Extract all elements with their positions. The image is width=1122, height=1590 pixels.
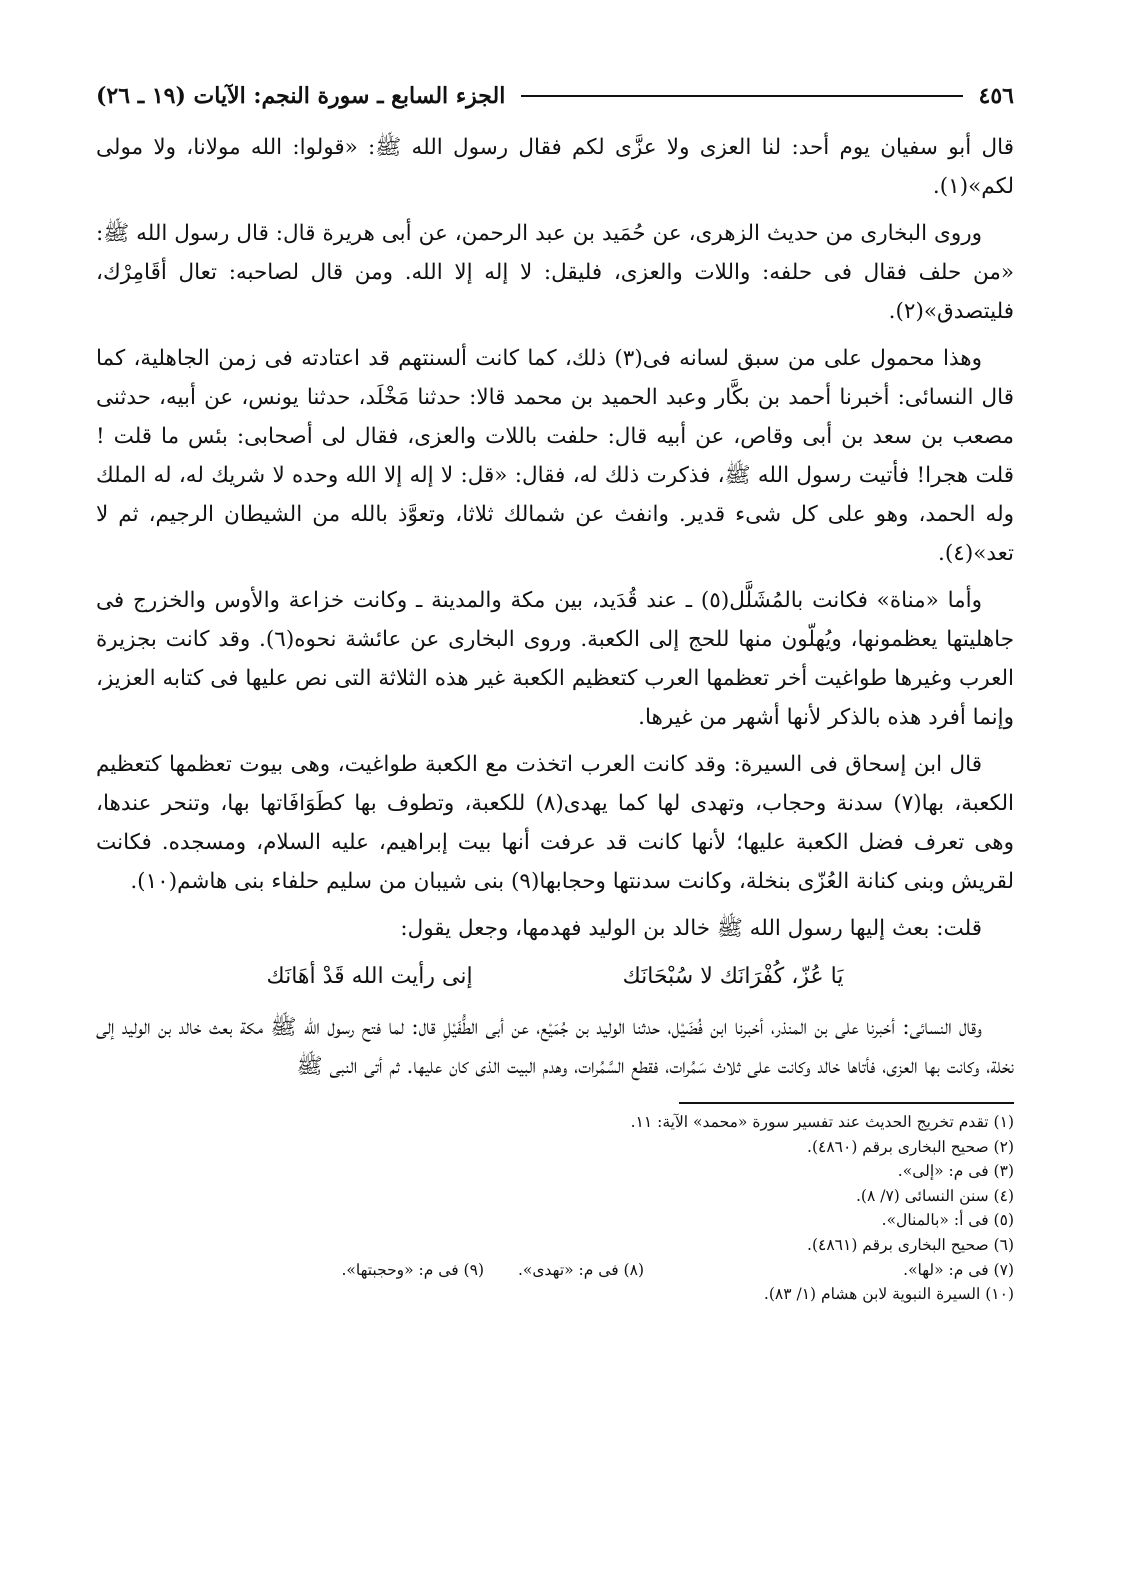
footnote-row-7-9 xyxy=(96,1258,1014,1283)
paragraph-6: قلت: بعث إليها رسول الله ﷺ خالد بن الوليد فهدمها، وجعل يقول: xyxy=(400,916,982,941)
footnote-3: (٣) فى م: «إلى». xyxy=(897,1162,1014,1181)
verse-hemistich-1: يَا عُزّ، كُفْرَانَك لا سُبْحَانَك xyxy=(622,964,844,989)
footnote-2: (٢) صحيح البخارى برقم (٤٨٦٠). xyxy=(807,1137,1014,1156)
header-title: الجزء السابع ـ سورة النجم: الآيات (١٩ ـ ٢٦) xyxy=(96,83,506,109)
poetry-verse xyxy=(96,956,1014,998)
page-number: ٤٥٦ xyxy=(978,83,1014,109)
header-rule xyxy=(521,95,962,97)
paragraph-5: قال ابن إسحاق فى السيرة: وقد كانت العرب اتخذت مع الكعبة طواغيت، وهى بيوت تعظمها كتعظيم الكعبة، بها(٧) سدنة وحجاب، وتهدى لها كما يهدى(٨) للكعبة، وتطوف بها كطَوَافَاتها بها، وتنحر عندها، وهى تعرف فضل الكعبة عليها؛ لأنها كانت قد عرفت أنها بيت إبراهيم، عليه السلام، ومسجده. فكانت لقريش وبنى كنانة العُزّى بنخلة، وكانت سدنتها وحجابها(٩) بنى شيبان من سليم حلفاء بنى هاشم(١٠). xyxy=(96,752,1015,894)
footnote-4: (٤) سنن النسائى (٧/ ٨). xyxy=(855,1186,1014,1205)
body-text xyxy=(96,128,1014,1086)
paragraph-7: وقال النسائى: أخبرنا على بن المنذر، أخبرنا ابن فُضَيْل، حدثنا الوليد بن جُمَيْع، عن أبى الطُّفَيْلِ قال: لما فتح رسول الله ﷺ مكة بعث خالد بن الوليد إلى نخلة، وكانت بها العزى، فأتاها خالد وكانت على ثلاث سَمُرات، فقطع السَّمُرات، وهدم البيت الذى كان عليها. ثم أتى النبى ﷺ xyxy=(96,1015,1014,1079)
paragraph-4: وأما «مناة» فكانت بالمُشَلَّل(٥) ـ عند قُدَيد، بين مكة والمدينة ـ وكانت خزاعة والأوس والخزرج فى جاهليتها يعظمونها، ويُهلّون منها للحج إلى الكعبة. وروى البخارى عن عائشة نحوه(٦). وقد كانت بجزيرة العرب وغيرها طواغيت أخر تعظمها العرب كتعظيم الكعبة غير هذه الثلاثة التى نص عليها فى كتابه العزيز، وإنما أفرد هذه بالذكر لأنها أشهر من غيرها. xyxy=(96,588,1014,730)
book-page xyxy=(96,78,1014,1307)
paragraph-3: وهذا محمول على من سبق لسانه فى(٣) ذلك، كما كانت ألسنتهم قد اعتادته فى زمن الجاهلية، كما قال النسائى: أخبرنا أحمد بن بكَّار وعبد الحميد بن محمد قالا: حدثنا مَخْلَد، حدثنا يونس، عن أبيه، حدثنى مصعب بن سعد بن أبى وقاص، عن أبيه قال: حلفت باللات والعزى، فقال لى أصحابى: بئس ما قلت ! قلت هجرا! فأتيت رسول الله ﷺ، فذكرت ذلك له، فقال: «قل: لا إله إلا الله وحده لا شريك له، له الملك وله الحمد، وهو على كل شىء قدير. وانفث عن شمالك ثلاثا، وتعوَّذ بالله من الشيطان الرجيم، ثم لا تعد»(٤). xyxy=(96,346,1014,566)
footnote-5: (٥) فى أ: «بالمنال». xyxy=(881,1211,1014,1230)
paragraph-1: قال أبو سفيان يوم أحد: لنا العزى ولا عزَّى لكم فقال رسول الله ﷺ: «قولوا: الله مولانا، ولا مولى لكم»(١). xyxy=(96,135,1014,199)
footnote-7: (٧) فى م: «لها». xyxy=(903,1260,1014,1279)
footnotes xyxy=(96,1110,1014,1307)
running-header xyxy=(96,78,1014,114)
footnote-1: (١) تقدم تخريج الحديث عند تفسير سورة «محمد» الآية: ١١. xyxy=(630,1113,1014,1131)
footnote-10: (١٠) السيرة النبوية لابن هشام (١/ ٨٣). xyxy=(763,1285,1014,1304)
footnote-9: (٩) فى م: «وحجبتها». xyxy=(341,1260,484,1279)
paragraph-2: وروى البخارى من حديث الزهرى، عن حُمَيد بن عبد الرحمن، عن أبى هريرة قال: قال رسول الله ﷺ: «من حلف فقال فى حلفه: واللات والعزى، فليقل: لا إله إلا الله. ومن قال لصاحبه: تعال أقَامِرْك، فليتصدق»(٢). xyxy=(96,221,1014,324)
verse-hemistich-2: إنى رأيت الله قَدْ أهَانَك xyxy=(266,964,473,989)
footnote-8: (٨) فى م: «تهدى». xyxy=(518,1260,644,1279)
footnote-divider xyxy=(679,1102,1014,1104)
footnote-6: (٦) صحيح البخارى برقم (٤٨٦١). xyxy=(807,1235,1014,1254)
